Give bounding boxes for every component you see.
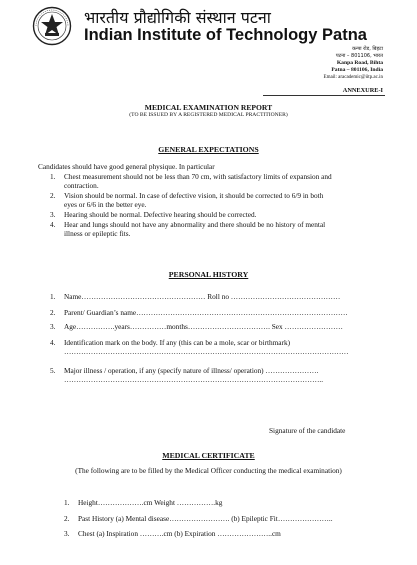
list-item-text: Parent/ Guardian’s name…………………………………………………………………………… [64, 308, 348, 317]
list-item-text: ……………………………………………………………………………………………………… [64, 347, 349, 357]
address-block [324, 46, 383, 81]
list-item-text: Identification mark on the body. If any (this can be a mole, scar or birthmark) [64, 338, 291, 347]
report-title: MEDICAL EXAMINATION REPORT [144, 103, 273, 112]
report-subtitle: (TO BE ISSUED BY A REGISTERED MEDICAL PRACTITIONER) [129, 112, 288, 118]
list-item-number: 2. [50, 308, 56, 317]
address-hindi-1: कन्पा रोड, बिहटा [352, 46, 383, 52]
medical-certificate-heading: MEDICAL CERTIFICATE [162, 451, 255, 460]
general-expectations-heading: GENERAL EXPECTATIONS [158, 145, 259, 154]
list-item [64, 529, 385, 549]
address-line-1: Kanpa Road, Bihta [336, 60, 383, 66]
list-item-text: illness or epileptic fits. [64, 229, 131, 239]
list-item-number: 4. [50, 338, 56, 347]
candidate-signature-label: Signature of the candidate [269, 426, 346, 435]
list-item-text: Chest (a) Inspiration ……….cm (b) Expiration …………………..cm [78, 529, 281, 538]
list-item-text: Hearing should be normal. Defective hearing should be corrected. [64, 210, 257, 219]
list-item-number: 3. [50, 210, 56, 219]
list-item-number: 3. [50, 322, 56, 331]
address-hindi-2: पटना – 801106, भारत [335, 53, 383, 59]
list-item-number: 1. [50, 172, 56, 181]
list-item-text: …………………………………………………………………………………………….. [64, 375, 324, 385]
list-item-number: 2. [64, 514, 70, 523]
list-item-text: Hear and lungs should not have any abnormality and there should be no history of mental [64, 220, 326, 229]
emblem-icon [32, 6, 72, 46]
list-item-number: 5. [50, 366, 56, 375]
institute-logo [32, 6, 72, 46]
list-item-text: contraction. [64, 181, 99, 191]
list-item-number: 1. [64, 498, 70, 507]
list-item-text: Past History (a) Mental disease……………………. (b) Epileptic Fit………………….. [78, 514, 333, 523]
institute-name-hindi: भारतीय प्रौद्योगिकी संस्थान पटना [84, 8, 271, 27]
list-item [50, 172, 385, 192]
list-item [50, 338, 385, 358]
list-item-text: Name…………………………………………… Roll no ……………………………………… [64, 292, 341, 301]
list-item-text: eyes or 6/6 in the better eye. [64, 200, 147, 210]
list-item-text: Vision should be normal. In case of defective vision, it should be corrected to 6/9 in both [64, 191, 324, 200]
general-intro: Candidates should have good general physique. In particular [38, 162, 215, 171]
medical-certificate-note: (The following are to be filled by the Medical Officer conducting the medical examination) [75, 466, 342, 475]
email-address: Email: aracademic@iitp.ac.in [323, 75, 383, 80]
list-item-text: Chest measurement should not be less than 70 cm, with satisfactory limits of expansion and [64, 172, 332, 181]
list-item [50, 191, 385, 211]
address-line-2: Patna – 801106, India [331, 67, 383, 73]
list-item [50, 366, 385, 386]
institute-name: Indian Institute of Technology Patna [84, 26, 367, 44]
list-item-text: Major illness / operation, if any (specify nature of illness/ operation) …………………. [64, 366, 319, 375]
list-item-number: 3. [64, 529, 70, 538]
list-item-number: 2. [50, 191, 56, 200]
list-item [50, 220, 385, 240]
header-divider [263, 95, 385, 96]
list-item-number: 4. [50, 220, 56, 229]
list-item-text: Age…………….years……………months……………………………. Sex …………………… [64, 322, 343, 331]
annexure-label: ANNEXURE-I [342, 87, 383, 94]
list-item-text: Height……………….cm Weight …………….kg [78, 498, 223, 507]
personal-history-heading: PERSONAL HISTORY [168, 270, 249, 279]
list-item-number: 1. [50, 292, 56, 301]
